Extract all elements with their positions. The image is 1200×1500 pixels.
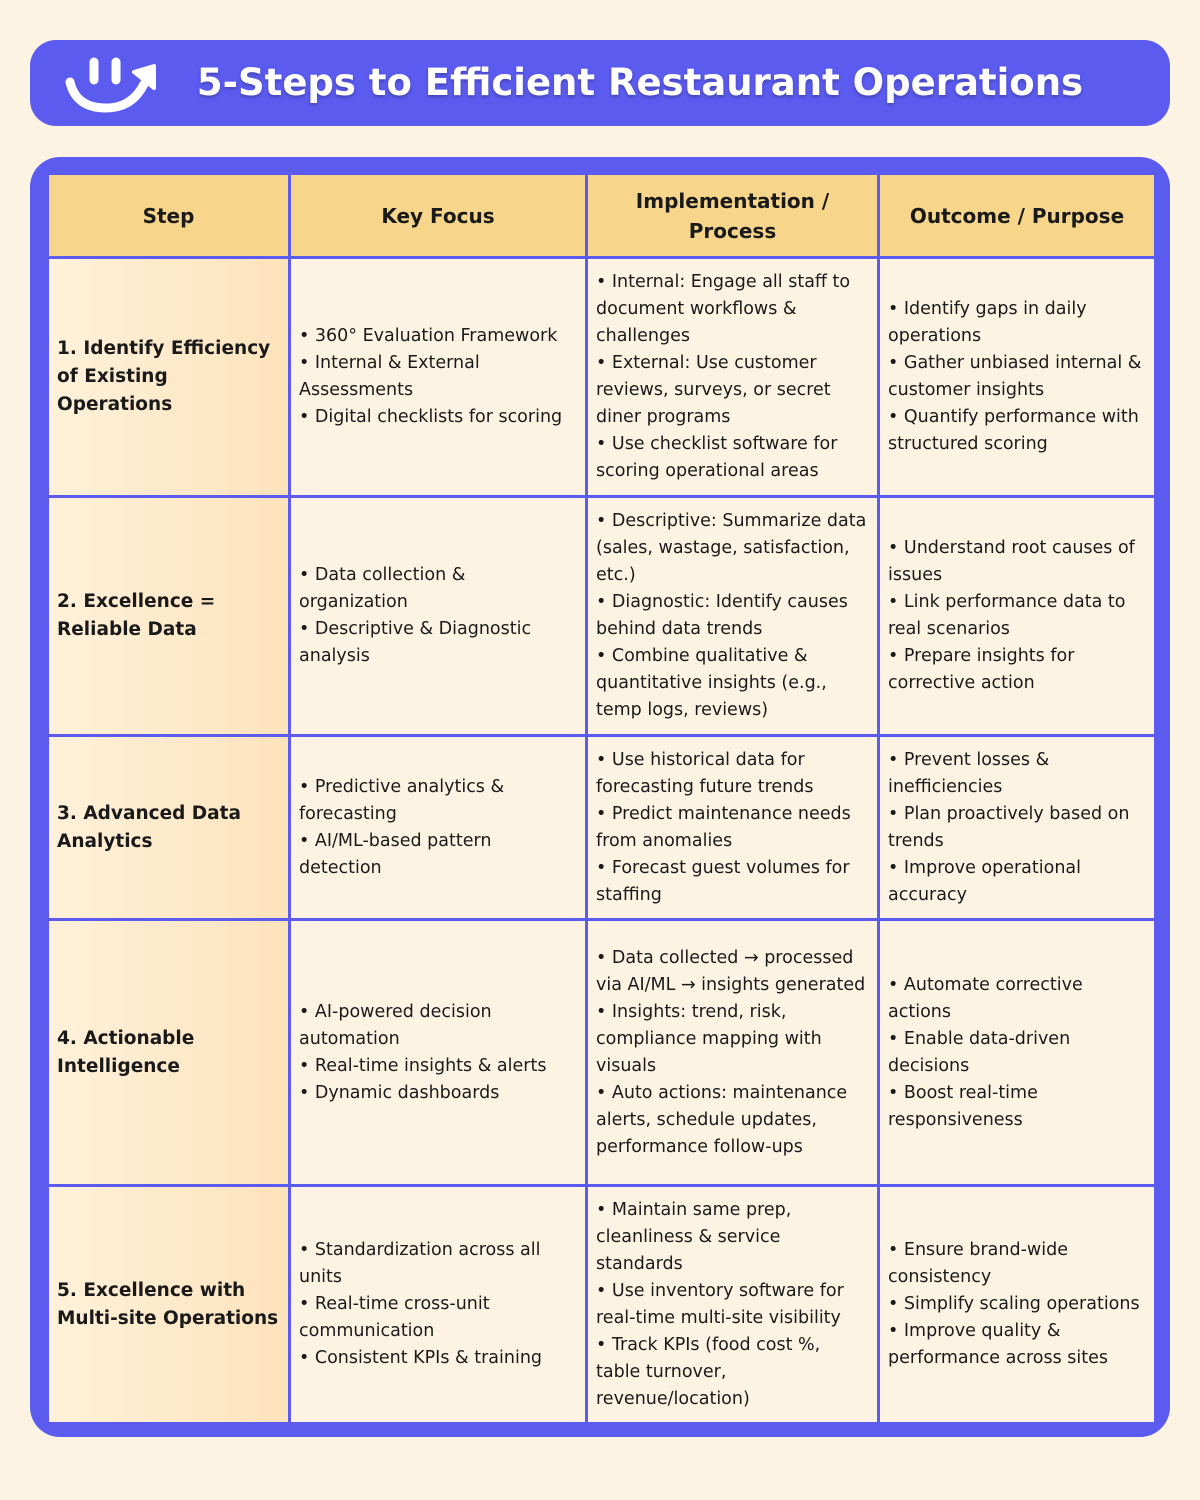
bullet-item: • Link performance data to real scenarios (888, 592, 1126, 639)
bullet-item: • Plan proactively based on trends (888, 803, 1130, 851)
bullet-item: • Gather unbiased internal & customer insights (888, 353, 1142, 400)
bullet-item: • Combine qualitative & quantitative insights (e.g., temp logs, reviews) (596, 646, 827, 720)
bullet-item: • Predictive analytics & forecasting (299, 776, 505, 824)
process-cell (587, 258, 879, 497)
bullet-item: • Simplify scaling operations (888, 1294, 1140, 1314)
bullet-item: • 360° Evaluation Framework (299, 326, 558, 346)
bullet-item: • Real-time insights & alerts (299, 1055, 547, 1076)
bullet-item: • Descriptive: Summarize data (sales, wastage, satisfaction, etc.) (596, 511, 867, 585)
bullet-item: • Automate corrective actions (888, 974, 1083, 1022)
bullet-item: • Insights: trend, risk, compliance mapping with visuals (596, 1001, 822, 1076)
bullet-item: • Ensure brand-wide consistency (888, 1240, 1068, 1287)
key-focus-cell (290, 497, 587, 736)
page-title: 5-Steps to Efficient Restaurant Operations (196, 61, 1084, 104)
bullet-item: • Understand root causes of issues (888, 538, 1135, 585)
bullet-item: • Internal: Engage all staff to document workflows & challenges (596, 272, 851, 346)
smile-arrow-logo-icon (62, 52, 162, 114)
bullet-item: • AI-powered decision automation (299, 1001, 492, 1049)
table-row (48, 497, 1156, 736)
key-focus-cell (290, 1186, 587, 1424)
table-row (48, 258, 1156, 497)
key-focus-cell (290, 736, 587, 920)
bullet-item: • Boost real-time responsiveness (888, 1082, 1038, 1130)
bullet-item: • Dynamic dashboards (299, 1082, 500, 1103)
bullet-item: • Predict maintenance needs from anomalies (596, 803, 851, 851)
bullet-item: • Descriptive & Diagnostic analysis (299, 619, 532, 666)
key-focus-cell (290, 258, 587, 497)
bullet-item: • Use checklist software for scoring operational areas (596, 434, 838, 481)
bullet-item: • Track KPIs (food cost %, table turnover, revenue/location) (596, 1334, 821, 1409)
bullet-item: • Standardization across all units (299, 1240, 541, 1287)
table-row (48, 736, 1156, 920)
outcome-cell (879, 736, 1156, 920)
outcome-cell (879, 1186, 1156, 1424)
header-key-focus: Key Focus (290, 174, 587, 258)
bullet-item: • Data collected → processed via AI/ML → insights generated (596, 947, 866, 995)
table-header-row (48, 174, 1156, 258)
header-implementation-process: Implementation / Process (587, 174, 879, 258)
step-cell: 4. Actionable Intelligence (48, 920, 290, 1186)
process-cell (587, 497, 879, 736)
bullet-item: • Quantify performance with structured scoring (888, 407, 1139, 454)
bullet-item: • External: Use customer reviews, surveys, or secret diner programs (596, 353, 831, 427)
step-cell: 5. Excellence with Multi-site Operations (48, 1186, 290, 1424)
process-cell (587, 920, 879, 1186)
bullet-item: • Real-time cross-unit communication (299, 1294, 490, 1341)
bullet-item: • Maintain same prep, cleanliness & service standards (596, 1199, 792, 1274)
bullet-item: • Forecast guest volumes for staffing (596, 857, 850, 905)
bullet-item: • Identify gaps in daily operations (888, 299, 1087, 346)
header-outcome-purpose: Outcome / Purpose (879, 174, 1156, 258)
bullet-item: • Improve quality & performance across sites (888, 1321, 1109, 1368)
bullet-item: • Internal & External Assessments (299, 353, 480, 400)
bullet-item: • Digital checklists for scoring (299, 407, 563, 427)
table-row (48, 920, 1156, 1186)
bullet-item: • Improve operational accuracy (888, 857, 1082, 905)
process-cell (587, 1186, 879, 1424)
step-cell: 2. Excellence = Reliable Data (48, 497, 290, 736)
bullet-item: • Consistent KPIs & training (299, 1348, 543, 1368)
steps-table (46, 172, 1157, 1425)
step-cell: 1. Identify Efficiency of Existing Operations (48, 258, 290, 497)
bullet-item: • Diagnostic: Identify causes behind data trends (596, 592, 848, 639)
bullet-item: • Use historical data for forecasting future trends (596, 749, 814, 797)
bullet-item: • AI/ML-based pattern detection (299, 830, 492, 878)
bullet-item: • Prevent losses & inefficiencies (888, 749, 1050, 797)
outcome-cell (879, 497, 1156, 736)
step-cell: 3. Advanced Data Analytics (48, 736, 290, 920)
bullet-item: • Data collection & organization (299, 565, 466, 612)
outcome-cell (879, 920, 1156, 1186)
bullet-item: • Auto actions: maintenance alerts, schedule updates, performance follow-ups (596, 1082, 848, 1157)
process-cell (587, 736, 879, 920)
bullet-item: • Use inventory software for real-time multi-site visibility (596, 1280, 844, 1328)
header-step: Step (48, 174, 290, 258)
key-focus-cell (290, 920, 587, 1186)
outcome-cell (879, 258, 1156, 497)
bullet-item: • Enable data-driven decisions (888, 1028, 1071, 1076)
bullet-item: • Prepare insights for corrective action (888, 646, 1075, 693)
table-row (48, 1186, 1156, 1424)
